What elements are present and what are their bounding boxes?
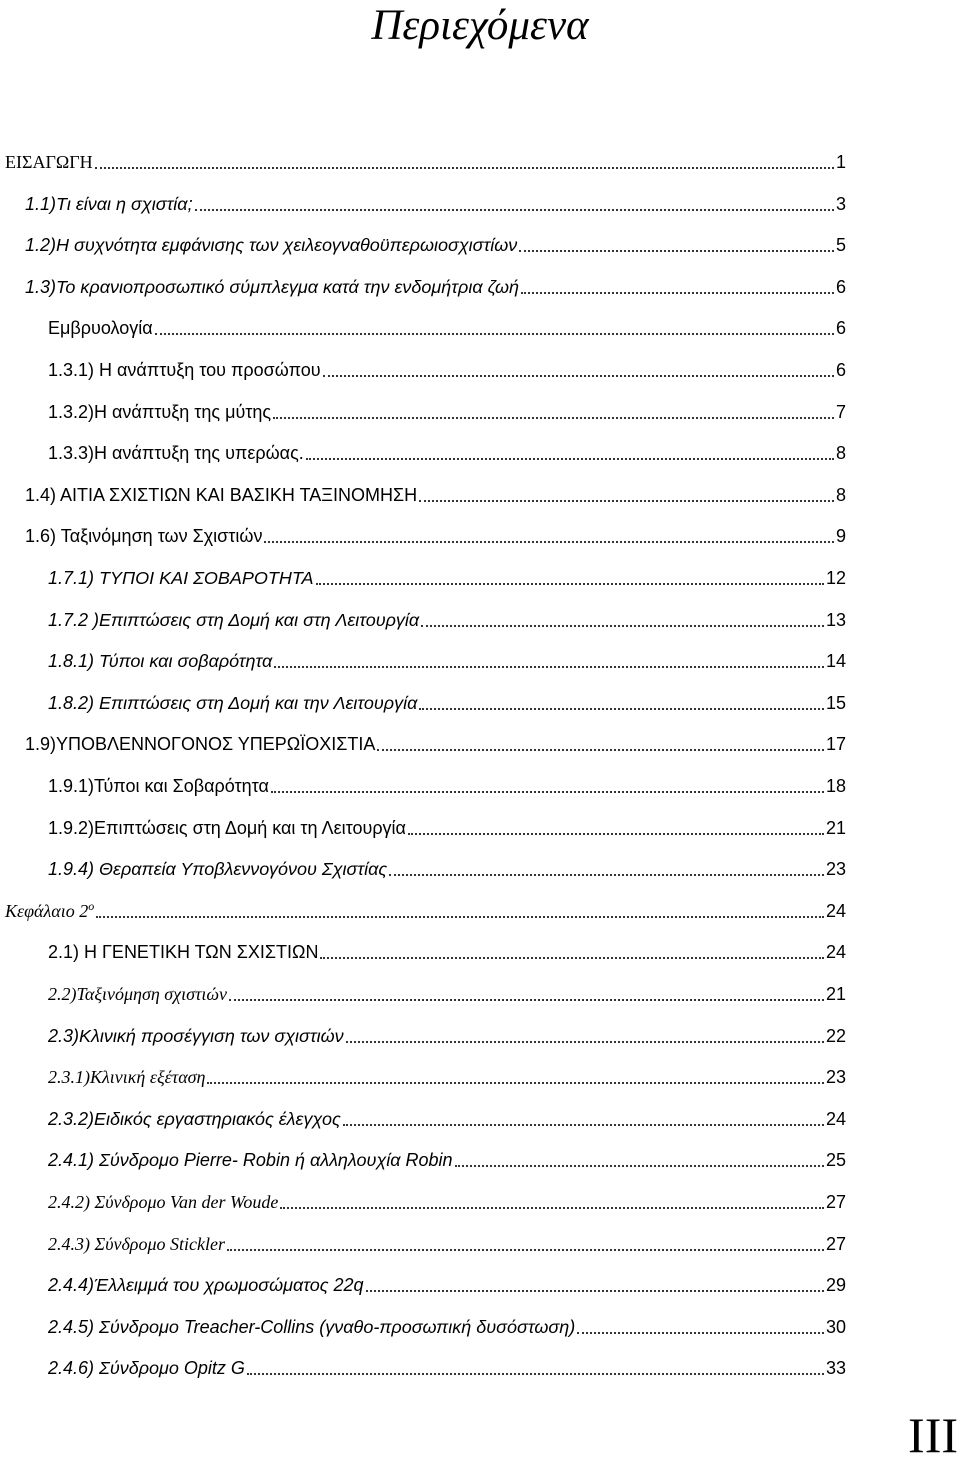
page-title: Περιεχόμενα [371, 2, 589, 49]
toc-entry-title: 1.9.1)Τύποι και Σοβαρότητα [48, 776, 269, 796]
toc-entry-title: 2.2)Ταξινόμηση σχιστιών [48, 984, 227, 1004]
toc-entry-page: 3 [835, 193, 846, 214]
toc-entry[interactable] [48, 1130, 846, 1172]
dot-leader [455, 1164, 824, 1167]
toc-entry-page: 15 [825, 692, 846, 713]
toc-entry[interactable] [48, 1214, 846, 1256]
toc-entry[interactable] [48, 1297, 846, 1339]
toc-entry-title: 1.2)Η συχνότητα εμφάνισης των χειλεογναθοϋπερωιοσχιστίων [25, 235, 518, 256]
toc-entry-title: 1.9.2)Επιπτώσεις στη Δομή και τη Λειτουργία [48, 817, 406, 838]
toc-entry-title: 1.7.2 )Επιπτώσεις στη Δομή και στη Λειτουργία [48, 609, 420, 630]
toc-entry-page: 8 [835, 443, 846, 464]
toc-entry[interactable] [48, 298, 846, 340]
toc-entry[interactable] [48, 1338, 846, 1380]
superscript: ο [88, 898, 95, 913]
toc-entry-title: 1.7.1) ΤΥΠΟΙ ΚΑΙ ΣΟΒΑΡΟΤΗΤΑ [48, 568, 314, 588]
toc-entry-title: 2.4.5) Σύνδρομο Treacher-Collins (γναθο-προσωπική δυσόστωση) [48, 1316, 576, 1337]
toc-entry-title: 2.1) Η ΓΕΝΕΤΙΚΗ ΤΩΝ ΣΧΙΣΤΙΩΝ [48, 942, 319, 963]
dot-leader [195, 208, 834, 211]
dot-leader [419, 499, 834, 502]
toc-entry[interactable] [25, 714, 846, 756]
toc-entry-title: 1.3.1) Η ανάπτυξη του προσώπου [48, 360, 321, 380]
dot-leader [316, 582, 824, 585]
page-number: III [908, 1407, 958, 1463]
toc-entry-page: 24 [825, 942, 846, 963]
toc-entry[interactable] [48, 798, 846, 840]
toc-entry-page: 21 [825, 984, 846, 1004]
dot-leader [96, 915, 824, 918]
toc-entry[interactable] [48, 1047, 846, 1089]
toc-entry-title: 1.3)Το κρανιοπροσωπικό σύμπλεγμα κατά την ενδομήτρια ζωή [25, 276, 520, 297]
toc-entry-page: 23 [825, 859, 846, 880]
dot-leader [408, 832, 824, 835]
dot-leader [227, 1248, 824, 1251]
dot-leader [377, 748, 824, 751]
toc-entry-title: 1.3.2)Η ανάπτυξη της μύτης [48, 401, 272, 422]
toc-entry[interactable] [48, 964, 846, 1006]
toc-entry[interactable] [48, 423, 846, 465]
toc-entry-title: 1.9.4) Θεραπεία Υποβλεννογόνου Σχιστίας [48, 859, 388, 880]
toc-entry-page: 14 [825, 651, 846, 672]
toc-entry-page: 6 [835, 318, 846, 339]
toc-entry-title: 2.4.4)Έλλειμμά του χρωμοσώματος 22q [48, 1275, 364, 1296]
dot-leader [323, 374, 834, 377]
toc-entry-title: 1.3.3)Η ανάπτυξη της υπερώας. [48, 443, 304, 464]
dot-leader [320, 956, 824, 959]
toc-entry-page: 6 [835, 276, 846, 297]
toc-entry[interactable] [5, 132, 846, 174]
toc-entry-title: ΕΙΣΑΓΩΓΗ [5, 152, 93, 172]
toc-entry-page: 29 [825, 1275, 846, 1296]
toc-entry-title: 1.8.1) Τύποι και σοβαρότητα [48, 651, 273, 672]
toc-entry[interactable] [48, 631, 846, 673]
toc-entry[interactable] [5, 881, 846, 923]
dot-leader [264, 540, 834, 543]
toc-entry-title: Κεφάλαιο $2^o$ [5, 898, 95, 921]
toc-entry-page: 24 [825, 1108, 846, 1129]
dot-leader [247, 1372, 824, 1375]
dot-leader [577, 1331, 824, 1334]
toc-entry-page: 9 [835, 526, 846, 547]
dot-leader [280, 1206, 824, 1209]
toc-entry-page: 30 [825, 1316, 846, 1337]
toc-entry-title: 1.8.2) Επιπτώσεις στη Δομή και την Λειτουργία [48, 692, 418, 713]
toc-entry-title: 1.1)Τι είναι η σχιστία; [25, 193, 193, 214]
dot-leader [306, 457, 834, 460]
toc-entry-title: 2.4.6) Σύνδρομο Opitz G [48, 1358, 245, 1379]
toc-entry-page: 7 [835, 401, 846, 422]
toc-entry-page: 1 [835, 152, 846, 172]
toc-entry-title: 1.9)ΥΠΟΒΛΕΝΝΟΓΟΝΟΣ ΥΠΕΡΩΪΟΧΙΣΤΙΑ [25, 734, 376, 755]
toc-entry-title: 2.3)Κλινική προσέγγιση των σχιστιών [48, 1025, 344, 1046]
dot-leader [273, 416, 834, 419]
toc-entry[interactable] [25, 465, 846, 507]
dot-leader [521, 291, 834, 294]
dot-leader [389, 873, 824, 876]
toc-entry-page: 27 [825, 1233, 846, 1254]
dot-leader [271, 790, 824, 793]
toc-entry-page: 23 [825, 1067, 846, 1088]
toc-entry-title: 2.3.2)Ειδικός εργαστηριακός έλεγχος [48, 1108, 341, 1129]
toc-entry-title: 2.4.3) Σύνδρομο Stickler [48, 1233, 225, 1254]
toc-entry[interactable] [48, 673, 846, 715]
dot-leader [229, 998, 824, 1001]
toc-entry[interactable] [48, 756, 846, 798]
dot-leader [274, 665, 824, 668]
toc-entry[interactable] [48, 340, 846, 382]
toc-entry[interactable] [25, 506, 846, 548]
toc-entry-page: 6 [835, 360, 846, 380]
toc-entry-page: 13 [825, 609, 846, 630]
toc-entry-page: 33 [825, 1358, 846, 1379]
toc-entry[interactable] [25, 174, 846, 216]
dot-leader [343, 1123, 824, 1126]
toc-entry-page: 17 [825, 734, 846, 755]
toc-entry-page: 27 [825, 1192, 846, 1212]
toc-entry[interactable] [25, 215, 846, 257]
toc-entry[interactable] [48, 1172, 846, 1214]
dot-leader [421, 624, 824, 627]
toc-entry-page: 12 [825, 568, 846, 588]
toc-entry[interactable] [48, 1089, 846, 1131]
dot-leader [155, 332, 834, 335]
toc-entry-page: 8 [835, 484, 846, 505]
toc-entry-title: 2.4.1) Σύνδρομο Pierre- Robin ή αλληλουχία Robin [48, 1150, 453, 1171]
dot-leader [419, 707, 824, 710]
toc-entry-title: Εμβρυολογία [48, 318, 153, 339]
toc-entry[interactable] [48, 839, 846, 881]
toc-entry-title: 1.6) Ταξινόμηση των Σχιστιών [25, 526, 263, 547]
toc-entry[interactable] [48, 1255, 846, 1297]
toc-entry-page: 18 [825, 776, 846, 796]
toc-entry-title: 1.4) ΑΙΤΙΑ ΣΧΙΣΤΙΩΝ ΚΑΙ ΒΑΣΙΚΗ ΤΑΞΙΝΟΜΗΣΗ [25, 484, 418, 505]
toc-entry-page: 22 [825, 1025, 846, 1046]
dot-leader [366, 1289, 824, 1292]
dot-leader [207, 1081, 824, 1084]
dot-leader [95, 166, 834, 169]
dot-leader [519, 249, 834, 252]
toc-entry-title: 2.4.2) Σύνδρομο Van der Woude [48, 1192, 279, 1212]
toc-entry-page: 21 [825, 817, 846, 838]
toc-entry[interactable] [48, 1006, 846, 1048]
toc-entry[interactable] [48, 922, 846, 964]
toc-entry[interactable] [48, 590, 846, 632]
toc-entry-page: 5 [835, 235, 846, 256]
toc-entry[interactable] [25, 257, 846, 299]
dot-leader [346, 1040, 824, 1043]
toc-entry-page: 25 [825, 1150, 846, 1171]
toc-entry[interactable] [48, 382, 846, 424]
toc-entry-title: 2.3.1)Κλινική εξέταση [48, 1067, 206, 1088]
toc-entry[interactable] [48, 548, 846, 590]
toc-entry-page: 24 [825, 900, 846, 921]
